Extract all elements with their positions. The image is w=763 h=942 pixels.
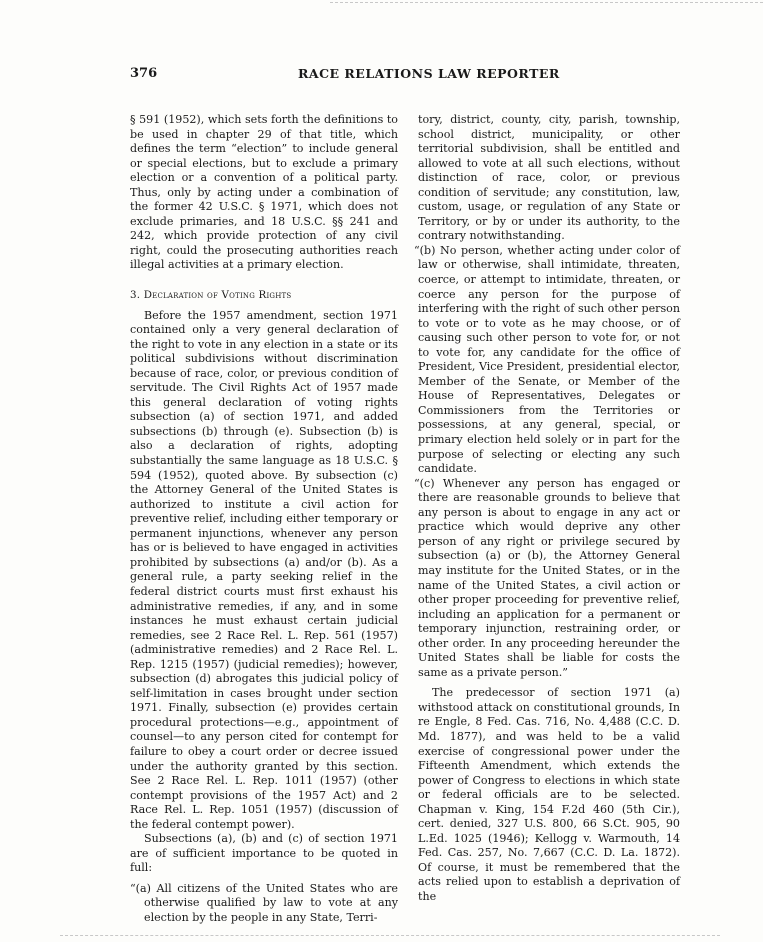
statute-quote: “(b) No person, whether acting under color of law or otherwise, shall intimidate, threaten, coerce, or attempt to intimidate, threaten, or coerce any person for the purpose of interfering with the right of such other person to vote or to vote as he may choose, or of causing such other person to vote for, or not to vote for, any candidate for the office of President, Vice President, presidential elector, Member of the Senate, or Member of the House of Representatives, Delegates or Commissioners from the Territories or possessions, at any general, special, or primary election held solely or in part for the purpose of selecting or electing any such candidate. <box>414 243 680 476</box>
right-column <box>414 113 680 905</box>
statute-quote: “(c) Whenever any person has engaged or there are reasonable grounds to believe that any person is about to engage in any act or practice which would deprive any other person of any right or privilege secured by subsection (a) or (b), the Attorney General may institute for the United States, or in the name of the United States, a civil action or other proper proceeding for preventive relief, including an application for a permanent or temporary injunction, restraining order, or other order. In any proceeding hereunder the United States shall be liable for costs the same as a private person.” <box>414 476 680 679</box>
statute-quote: “(a) All citizens of the United States who are otherwise qualified by law to vote at any election by the people in any State, Terri- <box>130 881 398 924</box>
left-column <box>130 113 398 926</box>
section-heading: 3. Declaration of Voting Rights <box>130 289 292 302</box>
page-header <box>130 66 690 84</box>
page-number: 376 <box>130 66 158 81</box>
paragraph: § 591 (1952), which sets forth the definitions to be used in chapter 29 of that title, which defines the term “election” to include general or special elections, but to exclude a primary election or a convention of a political party. Thus, only by acting under a combination of the former 42 U.S.C. § 1971, which does not exclude primaries, and 18 U.S.C. §§ 241 and 242, which provide protection of any civil right, could the prosecuting authorities reach illegal activities at a primary election. <box>130 113 398 272</box>
scan-edge-bottom <box>60 935 720 936</box>
scan-edge-top <box>330 2 763 3</box>
paragraph: The predecessor of section 1971 (a) withstood attack on constitutional grounds, In re Engle, 8 Fed. Cas. 716, No. 4,488 (C.C. D. Md. 1877), and was held to be a valid exercise of congressional power under the Fifteenth Amendment, which extends the power of Congress to elections in which state or federal officials are to be selected. Chapman v. King, 154 F.2d 460 (5th Cir.), cert. denied, 327 U.S. 800, 66 S.Ct. 905, 90 L.Ed. 1025 (1946); Kellogg v. Warmouth, 14 Fed. Cas. 257, No. 7,667 (C.C. D. La. 1872). Of course, it must be remembered that the acts relied upon to establish a deprivation of the <box>418 686 680 903</box>
paragraph: Before the 1957 amendment, section 1971 contained only a very general declaration of the right to vote in any election in a state or its political subdivisions without discrimination because of race, color, or previous condition of servitude. The Civil Rights Act of 1957 made this general declaration of voting rights subsection (a) of section 1971, and added subsections (b) through (e). Subsection (b) is also a declaration of rights, adopting substantially the same language as 18 U.S.C. § 594 (1952), quoted above. By subsection (c) the Attorney General of the United States is authorized to institute a civil action for preventive relief, including either temporary or permanent injunctions, whenever any person has or is believed to have engaged in activities prohibited by subsections (a) and/or (b). As a general rule, a party seeking relief in the federal district courts must first exhaust his administrative remedies, if any, and in some instances he must exhaust certain judicial remedies, see 2 Race Rel. L. Rep. 561 (1957) (administrative remedies) and 2 Race Rel. L. Rep. 1215 (1957) (judicial remedies); however, subsection (d) abrogates this judicial policy of self-limitation in cases brought under section 1971. Finally, subsection (e) provides certain procedural protections—e.g., appointment of counsel—to any person cited for contempt for failure to obey a court order or decree issued under the authority granted by this section. See 2 Race Rel. L. Rep. 1011 (1957) (other contempt provisions of the 1957 Act) and 2 Race Rel. L. Rep. 1051 (1957) (discussion of the federal contempt power). <box>130 308 398 831</box>
running-head: RACE RELATIONS LAW REPORTER <box>298 66 560 81</box>
paragraph: Subsections (a), (b) and (c) of section 1971 are of sufficient importance to be quoted in full: <box>130 832 398 875</box>
statute-quote-continued: tory, district, county, city, parish, township, school district, municipality, or other territorial subdivision, shall be entitled and allowed to vote at all such elections, without distinction of race, color, or previous condition of servitude; any constitution, law, custom, usage, or regulation of any State or Territory, or by or under its authority, to the contrary notwithstanding. <box>418 113 680 243</box>
